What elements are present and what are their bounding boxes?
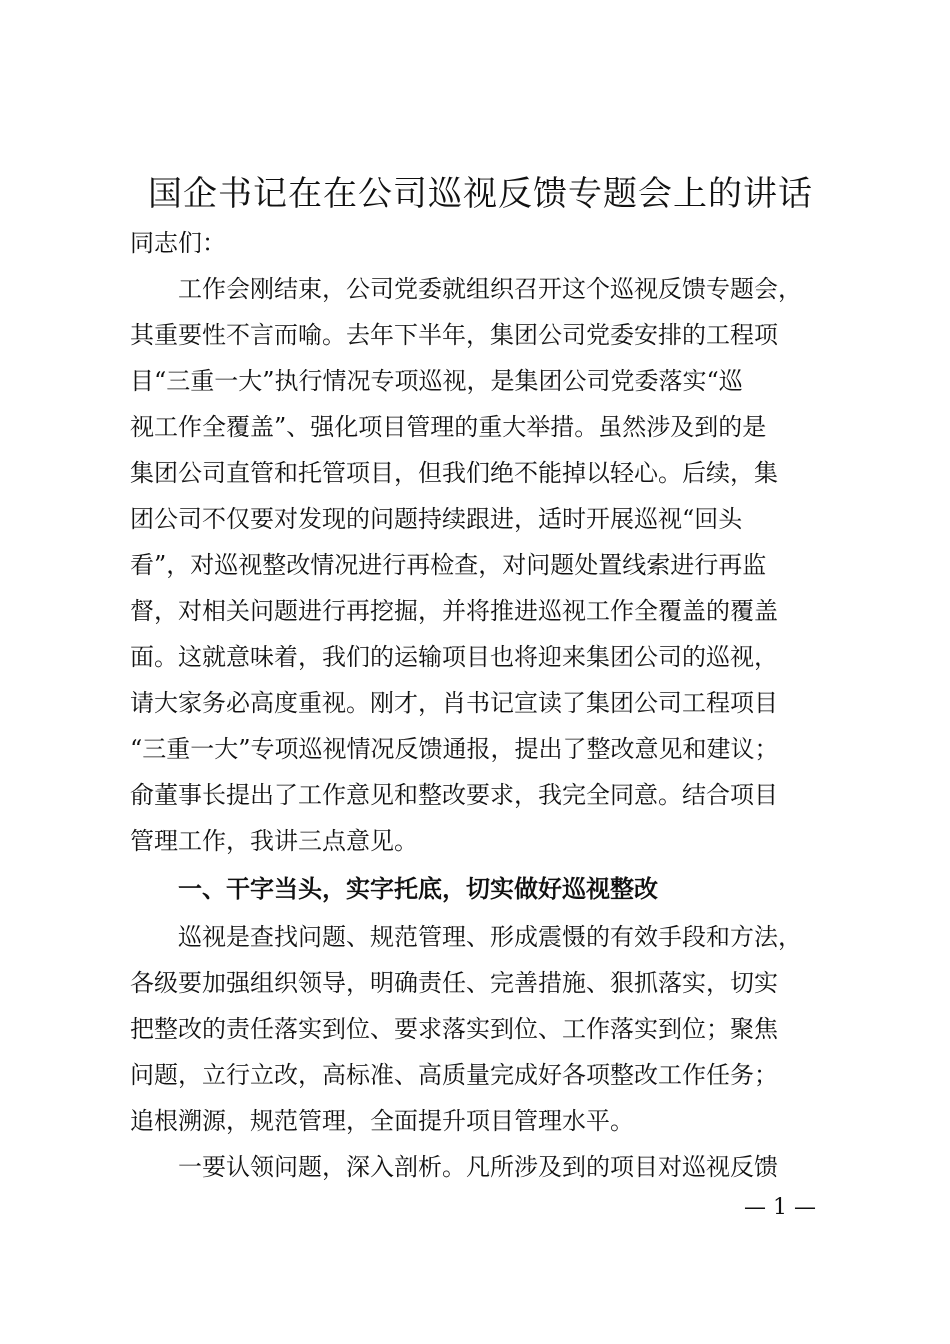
section-heading: 一、干字当头，实字托底，切实做好巡视整改 <box>178 875 658 903</box>
paragraph-line: 视工作全覆盖”、强化项目管理的重大举措。虽然涉及到的是 <box>130 413 767 441</box>
paragraph-line: 问题，立行立改，高标准、高质量完成好各项整改工作任务； <box>130 1061 778 1089</box>
paragraph-line: 督，对相关问题进行再挖掘，并将推进巡视工作全覆盖的覆盖 <box>130 597 778 625</box>
paragraph-line: 集团公司直管和托管项目，但我们绝不能掉以轻心。后续，集 <box>130 459 778 487</box>
document-title: 国企书记在在公司巡视反馈专题会上的讲话 <box>148 174 813 214</box>
paragraph-line: 工作会刚结束，公司党委就组织召开这个巡视反馈专题会， <box>178 275 802 303</box>
paragraph-line: 各级要加强组织领导，明确责任、完善措施、狠抓落实，切实 <box>130 969 778 997</box>
salutation: 同志们： <box>130 229 226 257</box>
paragraph-line: 目“三重一大”执行情况专项巡视，是集团公司党委落实“巡 <box>130 367 743 395</box>
page-number: — 1 — <box>744 1195 816 1220</box>
paragraph-line: 请大家务必高度重视。刚才，肖书记宣读了集团公司工程项目 <box>130 689 778 717</box>
paragraph-line: 一要认领问题，深入剖析。凡所涉及到的项目对巡视反馈 <box>178 1153 778 1181</box>
paragraph-line: 巡视是查找问题、规范管理、形成震慑的有效手段和方法， <box>178 923 802 951</box>
paragraph-line: 把整改的责任落实到位、要求落实到位、工作落实到位；聚焦 <box>130 1015 778 1043</box>
paragraph-line: 俞董事长提出了工作意见和整改要求，我完全同意。结合项目 <box>130 781 778 809</box>
paragraph-line: 管理工作，我讲三点意见。 <box>130 827 418 855</box>
paragraph-line: 面。这就意味着，我们的运输项目也将迎来集团公司的巡视， <box>130 643 778 671</box>
paragraph-line: 其重要性不言而喻。去年下半年，集团公司党委安排的工程项 <box>130 321 778 349</box>
paragraph-line: 追根溯源，规范管理，全面提升项目管理水平。 <box>130 1107 634 1135</box>
paragraph-line: “三重一大”专项巡视情况反馈通报，提出了整改意见和建议； <box>130 735 779 763</box>
paragraph-line: 团公司不仅要对发现的问题持续跟进，适时开展巡视“回头 <box>130 505 743 533</box>
paragraph-line: 看”，对巡视整改情况进行再检查，对问题处置线索进行再监 <box>130 551 767 579</box>
